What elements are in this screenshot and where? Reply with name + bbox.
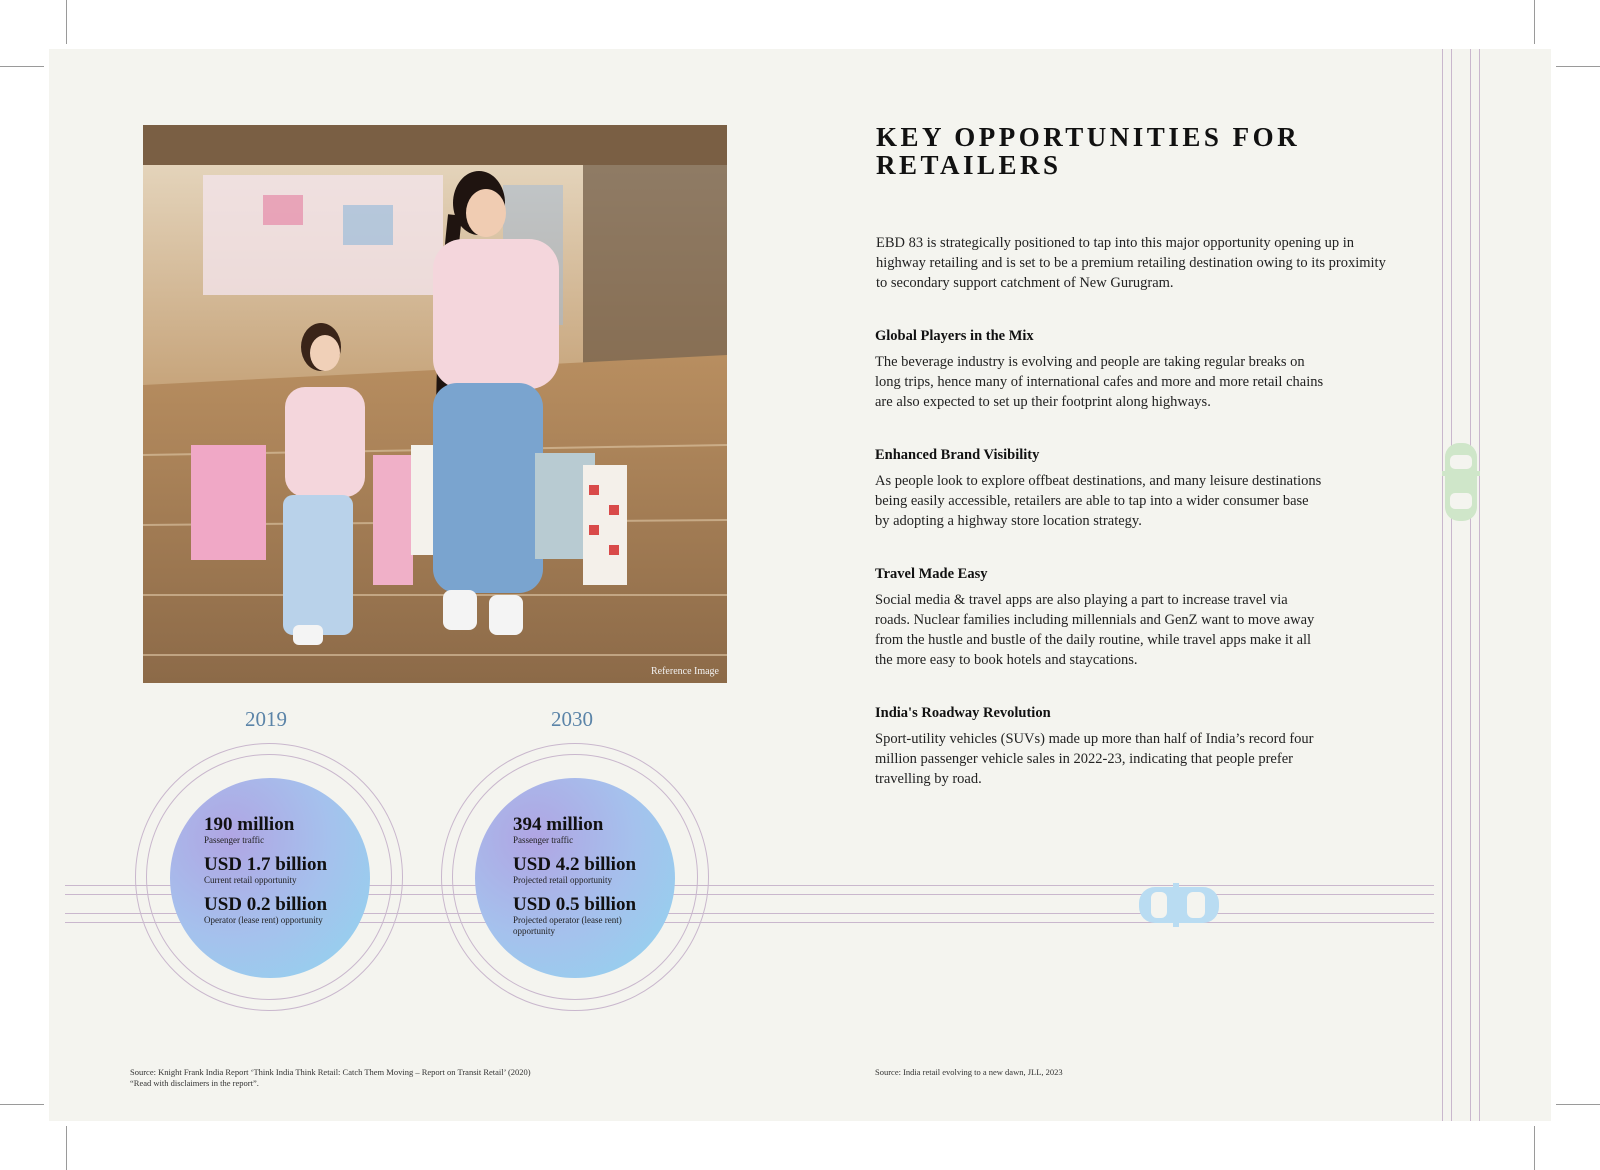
stats-2019-circle [170,778,370,978]
source-note-left [130,1067,531,1089]
stat-value: USD 4.2 billion [513,854,637,875]
car-top-view-icon-green [1442,441,1480,523]
source-line: Source: Knight Frank India Report ‘Think India Think Retail: Catch Them Moving – Report on Transit Retail’ (2020) [130,1067,531,1077]
section-body: Sport-utility vehicles (SUVs) made up more than half of India’s record four million passenger vehicle sales in 2022-23, indicating that people prefer travelling by road. [875,731,1314,787]
crop-mark [66,1126,67,1170]
stat-value: USD 0.2 billion [204,894,328,915]
section-heading: Travel Made Easy [875,566,988,582]
stats-2030-circle [475,778,675,978]
stat-value: 190 million [204,814,295,835]
crop-mark [1556,1104,1600,1105]
car-top-view-icon-blue [1137,883,1221,927]
year-2030-label: 2030 [551,707,593,731]
photo-illustration [143,125,727,683]
crop-mark [66,0,67,44]
crop-mark [1534,0,1535,44]
stat-value: 394 million [513,814,604,835]
section-brand-visibility [875,447,1325,531]
road-line [1451,49,1452,1121]
page-title: KEY OPPORTUNITIES FOR RETAILERS [876,122,1301,180]
section-heading: Global Players in the Mix [875,328,1034,344]
section-global-players [875,328,1325,412]
stat-label: Current retail opportunity [204,875,297,885]
section-body: The beverage industry is evolving and people are taking regular breaks on long trips, hence many of international cafes and more and more retail chains are also expected to set up their footprint along highways. [875,354,1324,410]
section-heading: Enhanced Brand Visibility [875,447,1040,463]
stat-label: Passenger traffic [204,835,265,845]
crop-mark [1556,66,1600,67]
stat-label: Projected retail opportunity [513,875,612,885]
year-2019-label: 2019 [245,707,287,731]
section-travel-made-easy [875,566,1325,670]
brochure-page [49,49,1551,1121]
road-line [1470,49,1471,1121]
section-body: Social media & travel apps are also playing a part to increase travel via roads. Nuclear families including millennials and GenZ want to move away from the hustle and bustle of the daily routine, while travel apps make it all the more easy to book hotels and staycations. [875,592,1315,668]
crop-mark [0,66,44,67]
road-line [1442,49,1443,1121]
stat-label: Operator (lease rent) opportunity [204,915,323,925]
source-note-right: Source: India retail evolving to a new dawn, JLL, 2023 [875,1067,1063,1077]
stat-value: USD 0.5 billion [513,894,637,915]
stat-value: USD 1.7 billion [204,854,328,875]
road-line [1479,49,1480,1121]
stat-label: Projected operator (lease rent) opportunity [513,915,622,936]
mall-shopping-photo [143,125,727,683]
section-roadway-revolution [875,705,1325,789]
crop-mark [1534,1126,1535,1170]
source-line: “Read with disclaimers in the report”. [130,1078,259,1088]
stat-label: Passenger traffic [513,835,574,845]
crop-mark [0,1104,44,1105]
section-heading: India's Roadway Revolution [875,705,1051,721]
intro-paragraph: EBD 83 is strategically positioned to tap into this major opportunity opening up in highway retailing and is set to be a premium retailing destination owing to its proximity to secondary support catchment of New Gurugram. [876,235,1386,291]
photo-credit: Reference Image [650,666,719,677]
section-body: As people look to explore offbeat destinations, and many leisure destinations being easily accessible, retailers are able to tap into a wider consumer base by adopting a highway store location strategy. [875,473,1322,529]
